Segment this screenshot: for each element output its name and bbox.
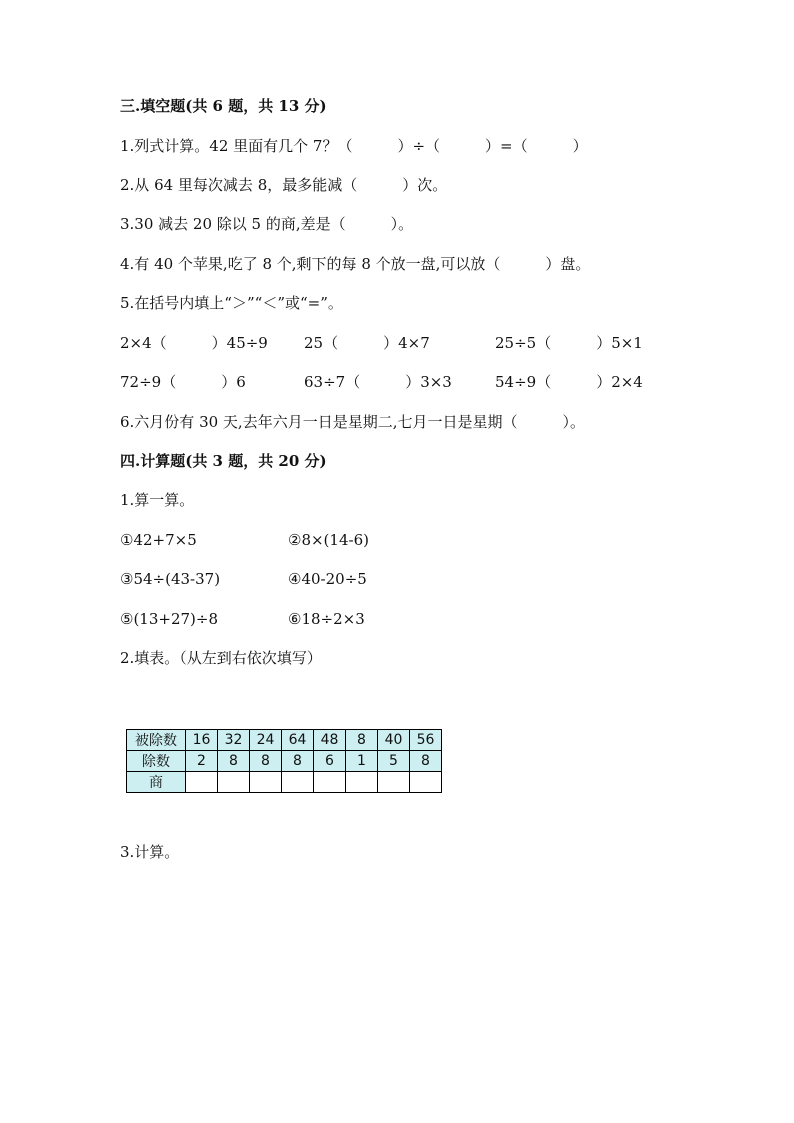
quotient-cell[interactable] xyxy=(282,772,314,793)
table-row-divisor xyxy=(127,751,442,772)
quotient-cell[interactable] xyxy=(378,772,410,793)
dividend-cell: 56 xyxy=(410,730,442,751)
table-row-dividend xyxy=(127,730,442,751)
divisor-cell: 2 xyxy=(186,751,218,772)
calc-item: ⑥18÷2×3 xyxy=(288,610,365,628)
question-4-1: 1.算一算。 xyxy=(120,491,195,509)
row-label-divisor: 除数 xyxy=(127,751,186,772)
question-4-2: 2.填表。（从左到右依次填写） xyxy=(120,649,322,667)
compare-item: 25÷5（ ）5×1 xyxy=(495,334,643,352)
divisor-cell: 8 xyxy=(250,751,282,772)
row-label-dividend: 被除数 xyxy=(127,730,186,751)
question-3-6: 6.六月份有 30 天,去年六月一日是星期二,七月一日是星期（ ）。 xyxy=(120,413,585,431)
dividend-cell: 32 xyxy=(218,730,250,751)
calc-item: ④40-20÷5 xyxy=(288,570,367,588)
compare-item: 63÷7（ ）3×3 xyxy=(304,373,452,391)
compare-item: 2×4（ ）45÷9 xyxy=(120,334,268,352)
dividend-cell: 8 xyxy=(346,730,378,751)
calc-item: ③54÷(43-37) xyxy=(120,570,221,588)
quotient-cell[interactable] xyxy=(314,772,346,793)
divisor-cell: 8 xyxy=(282,751,314,772)
dividend-cell: 64 xyxy=(282,730,314,751)
quotient-cell[interactable] xyxy=(346,772,378,793)
dividend-cell: 16 xyxy=(186,730,218,751)
calc-item: ⑤(13+27)÷8 xyxy=(120,610,219,628)
question-3-1: 1.列式计算。42 里面有几个 7？（ ）÷（ ）=（ ） xyxy=(120,137,588,155)
division-table xyxy=(126,729,442,793)
compare-item: 72÷9（ ）6 xyxy=(120,373,246,391)
section4-title: 四.计算题(共 3 题，共 20 分) xyxy=(120,452,327,470)
dividend-cell: 40 xyxy=(378,730,410,751)
divisor-cell: 8 xyxy=(218,751,250,772)
quotient-cell[interactable] xyxy=(186,772,218,793)
question-3-2: 2.从 64 里每次减去 8，最多能减（ ）次。 xyxy=(120,176,448,194)
section3-title: 三.填空题(共 6 题，共 13 分) xyxy=(120,97,327,115)
question-3-3: 3.30 减去 20 除以 5 的商,差是（ ）。 xyxy=(120,215,414,233)
divisor-cell: 5 xyxy=(378,751,410,772)
dividend-cell: 48 xyxy=(314,730,346,751)
calc-item: ②8×(14-6) xyxy=(288,531,369,549)
quotient-cell[interactable] xyxy=(250,772,282,793)
divisor-cell: 1 xyxy=(346,751,378,772)
question-4-3: 3.计算。 xyxy=(120,843,180,861)
calc-item: ①42+7×5 xyxy=(120,531,197,549)
quotient-cell[interactable] xyxy=(218,772,250,793)
quotient-cell[interactable] xyxy=(410,772,442,793)
compare-item: 25（ ）4×7 xyxy=(304,334,430,352)
divisor-cell: 6 xyxy=(314,751,346,772)
table-row-quotient xyxy=(127,772,442,793)
compare-item: 54÷9（ ）2×4 xyxy=(495,373,643,391)
row-label-quotient: 商 xyxy=(127,772,186,793)
question-3-5: 5.在括号内填上“＞”“＜”或“=”。 xyxy=(120,294,343,312)
dividend-cell: 24 xyxy=(250,730,282,751)
divisor-cell: 8 xyxy=(410,751,442,772)
question-3-4: 4.有 40 个苹果,吃了 8 个,剩下的每 8 个放一盘,可以放（ ）盘。 xyxy=(120,255,591,273)
